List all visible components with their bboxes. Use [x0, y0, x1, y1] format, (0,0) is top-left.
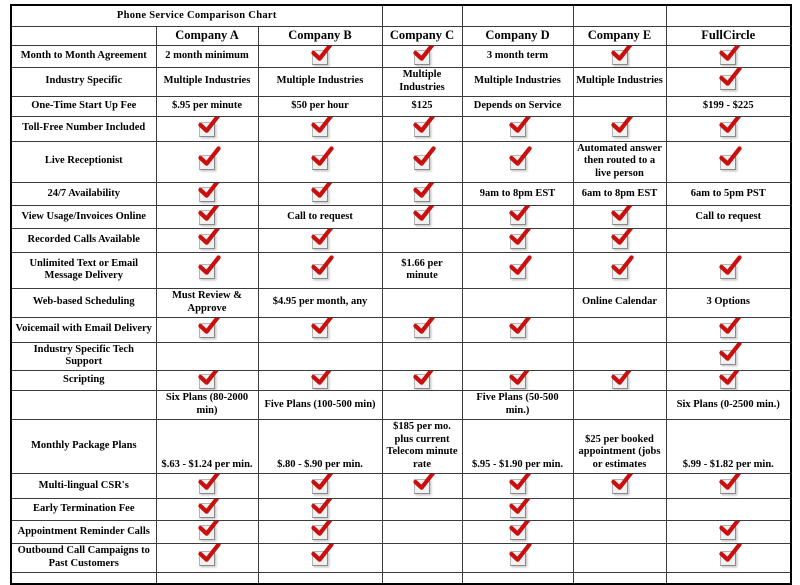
cell-empty: [462, 342, 573, 371]
title-row: [11, 5, 791, 27]
table-row: [11, 498, 791, 520]
cell-empty: [382, 498, 462, 520]
cell-text: $.80 - $.90 per min.: [258, 419, 382, 473]
red-check-icon: [312, 50, 328, 65]
red-check-icon: [414, 374, 430, 389]
cell-text: Depends on Service: [462, 96, 573, 116]
cell-check: [258, 228, 382, 252]
column-header-fullcircle: FullCircle: [666, 27, 791, 46]
cell-check: [156, 205, 258, 228]
red-check-icon: [312, 374, 328, 389]
red-check-icon: [612, 234, 628, 249]
cell-check: [462, 520, 573, 543]
red-check-icon: [612, 50, 628, 65]
cell-check: [258, 252, 382, 288]
row-label: Toll-Free Number Included: [11, 116, 156, 141]
cell-text: $.99 - $1.82 per min.: [666, 419, 791, 473]
row-label: 24/7 Availability: [11, 182, 156, 205]
column-header-company-c: Company C: [382, 27, 462, 46]
cell-check: [666, 371, 791, 391]
cell-check: [156, 317, 258, 342]
cell-empty: [382, 520, 462, 543]
red-check-icon: [720, 525, 736, 540]
red-check-icon: [510, 122, 526, 137]
cell-check: [573, 205, 666, 228]
cell-text: Multiple Industries: [156, 68, 258, 97]
row-label: Voicemail with Email Delivery: [11, 317, 156, 342]
cell-text: $.63 - $1.24 per min.: [156, 419, 258, 473]
cell-check: [666, 317, 791, 342]
cell-text: Automated answer then routed to a live person: [573, 141, 666, 182]
cell-check: [573, 116, 666, 141]
red-check-icon: [312, 187, 328, 202]
cell-empty: [462, 572, 573, 584]
red-check-icon: [720, 264, 736, 279]
red-check-icon: [199, 187, 215, 202]
red-check-icon: [510, 264, 526, 279]
cell-text: Call to request: [258, 205, 382, 228]
cell-empty: [573, 520, 666, 543]
cell-text: $.95 per minute: [156, 96, 258, 116]
cell-text: 3 month term: [462, 46, 573, 68]
cell-text: Multiple Industries: [462, 68, 573, 97]
table-row: [11, 228, 791, 252]
red-check-icon: [720, 122, 736, 137]
cell-check: [573, 228, 666, 252]
cell-text: Multiple Industries: [258, 68, 382, 97]
cell-text: $1.66 per minute: [382, 252, 462, 288]
cell-empty: [573, 96, 666, 116]
cell-text: 3 Options: [666, 288, 791, 317]
cell-empty: [573, 543, 666, 572]
cell-empty: [666, 572, 791, 584]
cell-empty: [573, 342, 666, 371]
red-check-icon: [199, 264, 215, 279]
row-label: Multi-lingual CSR's: [11, 473, 156, 498]
cell-check: [258, 543, 382, 572]
row-label: Industry Specific Tech Support: [11, 342, 156, 371]
cell-check: [666, 342, 791, 371]
red-check-icon: [312, 503, 328, 518]
red-check-icon: [414, 50, 430, 65]
cell-check: [462, 205, 573, 228]
table-row: [11, 116, 791, 141]
cell-empty: [462, 288, 573, 317]
cell-check: [666, 46, 791, 68]
row-label: Outbound Call Campaigns to Past Customers: [11, 543, 156, 572]
corner-cell: [11, 27, 156, 46]
red-check-icon: [312, 264, 328, 279]
column-header-company-e: Company E: [573, 27, 666, 46]
cell-check: [573, 46, 666, 68]
row-label: Monthly Package Plans: [11, 419, 156, 473]
red-check-icon: [612, 210, 628, 225]
cell-check: [382, 116, 462, 141]
cell-check: [462, 228, 573, 252]
empty-header-cell: [462, 5, 573, 27]
cell-text: $50 per hour: [258, 96, 382, 116]
cell-text: Multiple Industries: [382, 68, 462, 97]
cell-text: 6am to 5pm PST: [666, 182, 791, 205]
row-label: Live Receptionist: [11, 141, 156, 182]
red-check-icon: [720, 155, 736, 170]
cell-text: Five Plans (50-500 min.): [462, 391, 573, 420]
cell-empty: [382, 228, 462, 252]
cell-text: Five Plans (100-500 min): [258, 391, 382, 420]
cell-check: [258, 520, 382, 543]
cell-check: [156, 543, 258, 572]
table-row: [11, 252, 791, 288]
table-row: [11, 419, 791, 473]
red-check-icon: [312, 122, 328, 137]
red-check-icon: [612, 264, 628, 279]
red-check-icon: [720, 323, 736, 338]
cell-empty: [573, 391, 666, 420]
red-check-icon: [312, 479, 328, 494]
cell-empty: [382, 543, 462, 572]
row-label: Appointment Reminder Calls: [11, 520, 156, 543]
row-label: Industry Specific: [11, 68, 156, 97]
cell-check: [462, 498, 573, 520]
red-check-icon: [510, 155, 526, 170]
cell-check: [156, 141, 258, 182]
cell-check: [156, 252, 258, 288]
cell-empty: [573, 317, 666, 342]
row-label: Month to Month Agreement: [11, 46, 156, 68]
cell-check: [462, 116, 573, 141]
row-label: Scripting: [11, 371, 156, 391]
red-check-icon: [312, 155, 328, 170]
cell-check: [462, 473, 573, 498]
cell-text: Online Calendar: [573, 288, 666, 317]
red-check-icon: [612, 122, 628, 137]
table-row: [11, 141, 791, 182]
cell-check: [258, 498, 382, 520]
cell-check: [382, 371, 462, 391]
red-check-icon: [199, 122, 215, 137]
cell-check: [462, 252, 573, 288]
row-label: [11, 391, 156, 420]
cell-check: [382, 473, 462, 498]
table-row: [11, 473, 791, 498]
cell-text: 6am to 8pm EST: [573, 182, 666, 205]
cell-check: [156, 371, 258, 391]
red-check-icon: [312, 525, 328, 540]
cell-check: [382, 46, 462, 68]
cell-text: $199 - $225: [666, 96, 791, 116]
red-check-icon: [720, 50, 736, 65]
cell-check: [666, 68, 791, 97]
table-row: [11, 520, 791, 543]
table-row: [11, 205, 791, 228]
empty-header-cell: [573, 5, 666, 27]
red-check-icon: [720, 479, 736, 494]
red-check-icon: [510, 234, 526, 249]
cell-text: 2 month minimum: [156, 46, 258, 68]
cell-empty: [258, 342, 382, 371]
table-row: [11, 371, 791, 391]
cell-check: [666, 252, 791, 288]
cell-empty: [382, 288, 462, 317]
cell-check: [573, 371, 666, 391]
cell-check: [382, 205, 462, 228]
red-check-icon: [199, 323, 215, 338]
red-check-icon: [414, 122, 430, 137]
cell-check: [156, 520, 258, 543]
cell-check: [382, 141, 462, 182]
cell-check: [156, 473, 258, 498]
row-label: View Usage/Invoices Online: [11, 205, 156, 228]
red-check-icon: [510, 525, 526, 540]
column-header-company-b: Company B: [258, 27, 382, 46]
table-row: [11, 317, 791, 342]
cell-text: 9am to 8pm EST: [462, 182, 573, 205]
cell-text: $.95 - $1.90 per min.: [462, 419, 573, 473]
red-check-icon: [720, 75, 736, 90]
empty-header-cell: [382, 5, 462, 27]
cell-empty: [258, 572, 382, 584]
cell-check: [462, 317, 573, 342]
table-row: [11, 46, 791, 68]
red-check-icon: [720, 350, 736, 365]
row-label: Unlimited Text or Email Message Delivery: [11, 252, 156, 288]
page-title: Phone Service Comparison Chart: [11, 5, 382, 27]
red-check-icon: [612, 479, 628, 494]
table-row: [11, 342, 791, 371]
cell-text: Call to request: [666, 205, 791, 228]
cell-check: [666, 473, 791, 498]
red-check-icon: [414, 155, 430, 170]
cell-empty: [382, 391, 462, 420]
row-label: Recorded Calls Available: [11, 228, 156, 252]
red-check-icon: [612, 374, 628, 389]
red-check-icon: [414, 187, 430, 202]
cell-check: [258, 473, 382, 498]
red-check-icon: [199, 374, 215, 389]
row-label: Early Termination Fee: [11, 498, 156, 520]
red-check-icon: [199, 479, 215, 494]
red-check-icon: [414, 210, 430, 225]
cell-empty: [156, 572, 258, 584]
red-check-icon: [510, 503, 526, 518]
column-header-row: [11, 27, 791, 46]
cell-empty: [156, 342, 258, 371]
comparison-table: [10, 4, 792, 585]
red-check-icon: [199, 525, 215, 540]
column-header-company-d: Company D: [462, 27, 573, 46]
cell-text: Six Plans (80-2000 min): [156, 391, 258, 420]
cell-check: [666, 543, 791, 572]
cell-check: [573, 252, 666, 288]
cell-empty: [382, 572, 462, 584]
cell-check: [156, 182, 258, 205]
cell-check: [258, 182, 382, 205]
empty-header-cell: [666, 5, 791, 27]
cell-check: [156, 498, 258, 520]
red-check-icon: [199, 503, 215, 518]
column-header-company-a: Company A: [156, 27, 258, 46]
red-check-icon: [199, 210, 215, 225]
cell-check: [156, 228, 258, 252]
cell-empty: [573, 498, 666, 520]
red-check-icon: [312, 323, 328, 338]
cell-empty: [573, 572, 666, 584]
cell-text: Six Plans (0-2500 min.): [666, 391, 791, 420]
cell-empty: [382, 342, 462, 371]
cell-text: Must Review & Approve: [156, 288, 258, 317]
red-check-icon: [720, 374, 736, 389]
red-check-icon: [510, 374, 526, 389]
cell-check: [666, 141, 791, 182]
red-check-icon: [199, 234, 215, 249]
table-row: [11, 68, 791, 97]
red-check-icon: [510, 479, 526, 494]
table-row: [11, 391, 791, 420]
red-check-icon: [414, 479, 430, 494]
red-check-icon: [414, 323, 430, 338]
cell-check: [462, 543, 573, 572]
cell-check: [462, 141, 573, 182]
row-label: One-Time Start Up Fee: [11, 96, 156, 116]
cell-check: [258, 317, 382, 342]
cell-check: [382, 182, 462, 205]
cell-text: $25 per booked appointment (jobs or estimates: [573, 419, 666, 473]
cell-check: [258, 116, 382, 141]
cell-text: $125: [382, 96, 462, 116]
row-label: [11, 572, 156, 584]
cell-check: [258, 141, 382, 182]
cell-text: Multiple Industries: [573, 68, 666, 97]
cell-check: [258, 46, 382, 68]
table-row: [11, 543, 791, 572]
cell-check: [462, 371, 573, 391]
table-row: [11, 182, 791, 205]
table-row: [11, 288, 791, 317]
red-check-icon: [312, 234, 328, 249]
red-check-icon: [199, 155, 215, 170]
cell-check: [258, 371, 382, 391]
cell-check: [666, 116, 791, 141]
red-check-icon: [510, 323, 526, 338]
cell-text: $4.95 per month, any: [258, 288, 382, 317]
cell-check: [666, 520, 791, 543]
cell-empty: [666, 228, 791, 252]
cell-check: [156, 116, 258, 141]
table-row: [11, 96, 791, 116]
cell-check: [382, 317, 462, 342]
cell-empty: [666, 498, 791, 520]
cell-text: $185 per mo. plus current Telecom minute rate: [382, 419, 462, 473]
cell-check: [573, 473, 666, 498]
row-label: Web-based Scheduling: [11, 288, 156, 317]
red-check-icon: [510, 210, 526, 225]
table-row: [11, 572, 791, 584]
